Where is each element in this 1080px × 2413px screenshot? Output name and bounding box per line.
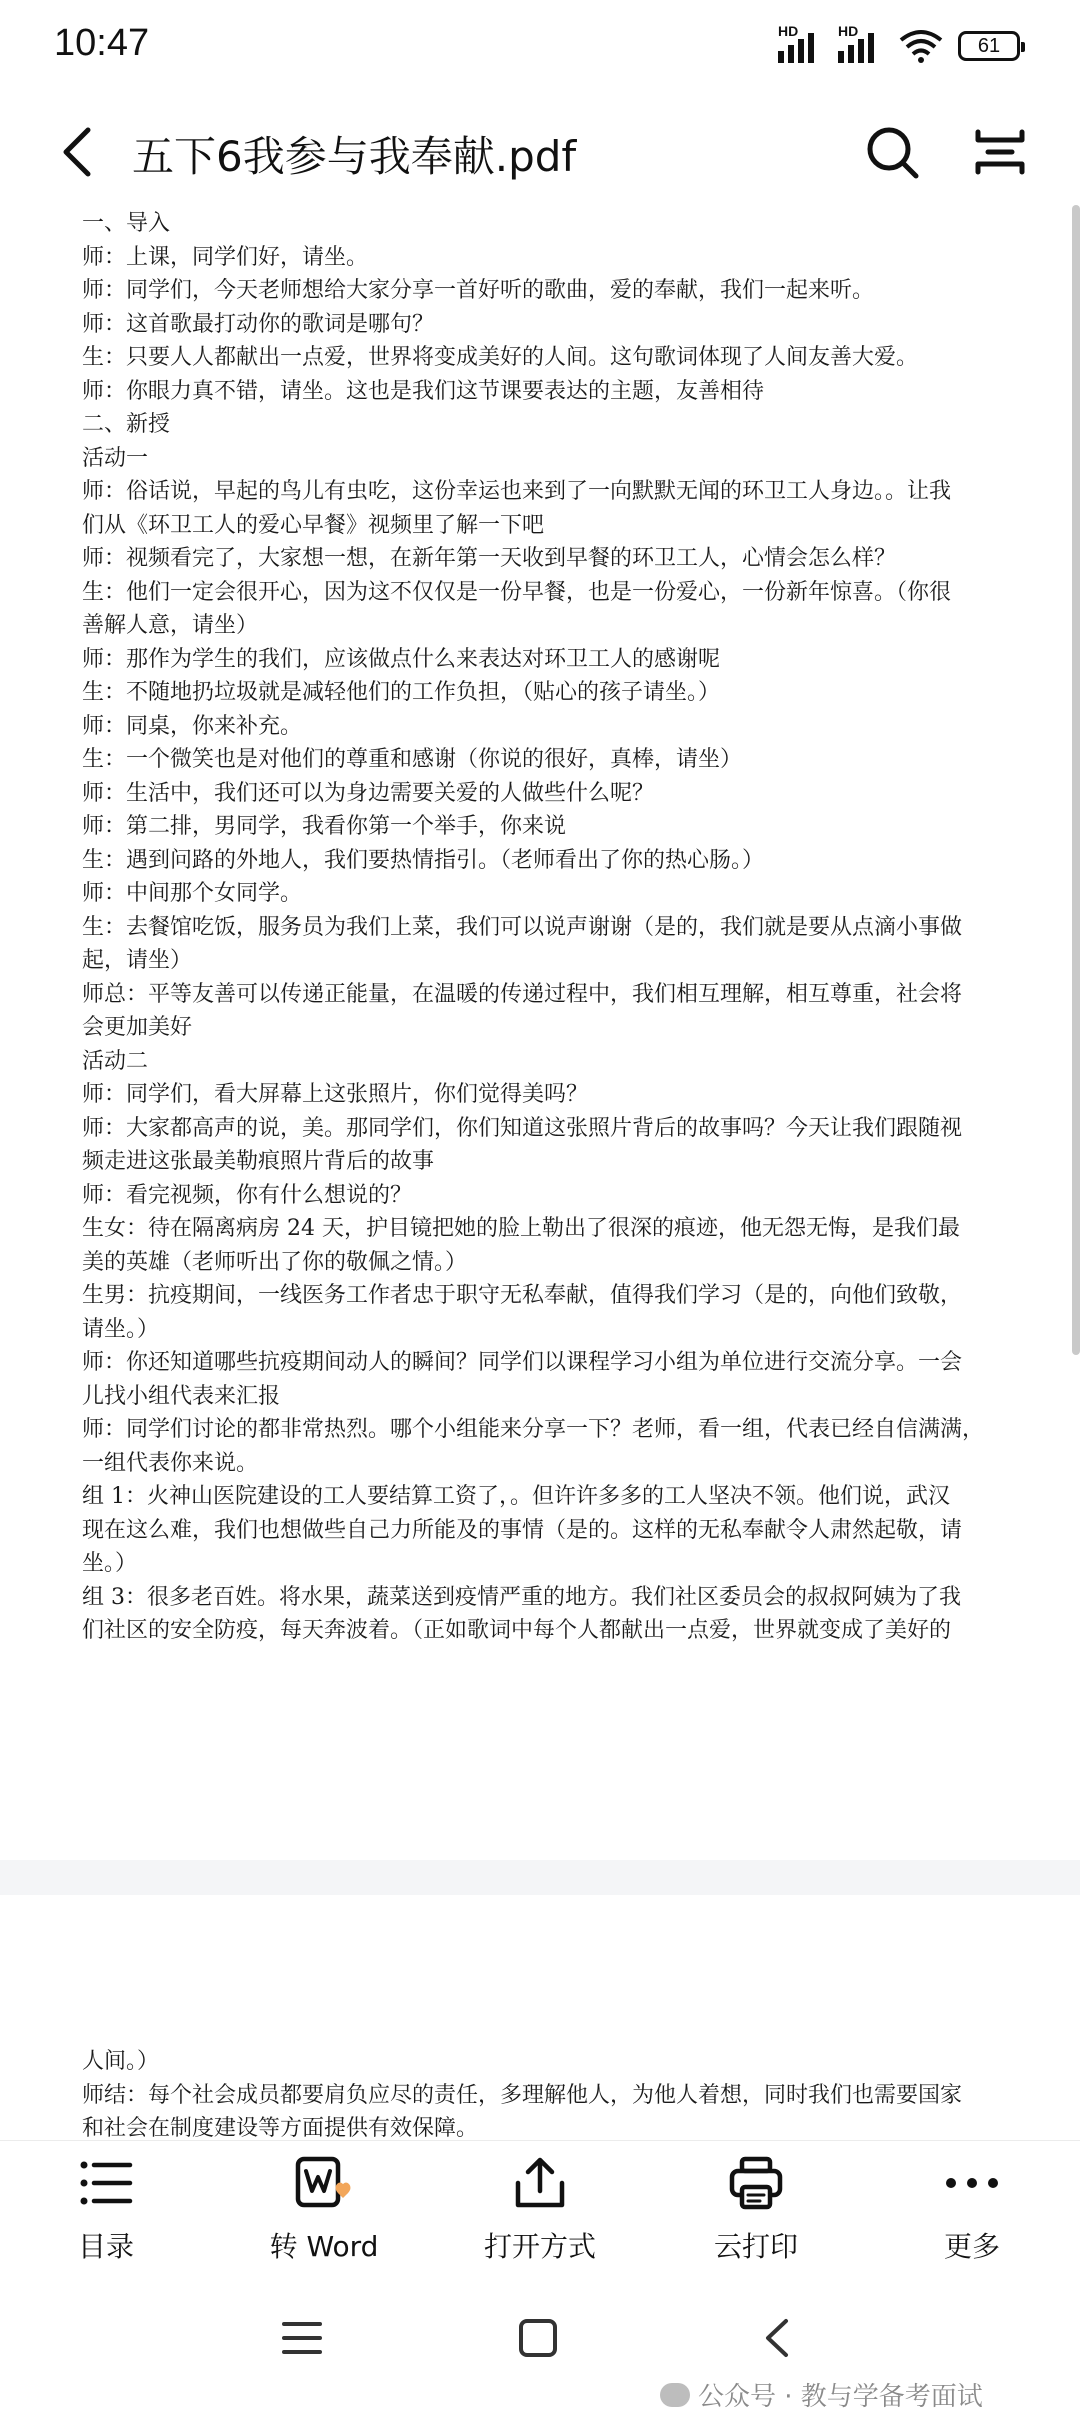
text-line: 师：同桌，你来补充。 bbox=[82, 713, 303, 739]
text-line: 师：你眼力真不错，请坐。这也是我们这节课要表达的主题，友善相待 bbox=[82, 378, 765, 404]
text-line: 善解人意，请坐） bbox=[82, 613, 259, 638]
text-line: 一、导入 bbox=[82, 211, 171, 236]
text-line: 师：俗话说，早起的鸟儿有虫吃，这份幸运也来到了一向默默无闻的环卫工人身边。。让我 bbox=[82, 479, 952, 504]
text-line: 生：不随地扔垃圾就是减轻他们的工作负担，（贴心的孩子请坐。） bbox=[82, 680, 721, 705]
cell-signal-icon: HD bbox=[778, 29, 824, 63]
watermark bbox=[660, 2376, 983, 2413]
convert-word-label: 转 Word bbox=[269, 2230, 379, 2263]
text-line: 起，请坐） bbox=[82, 948, 193, 973]
text-line: 生：遇到问路的外地人，我们要热情指引。（老师看出了你的热心肠。） bbox=[82, 847, 765, 873]
menu-icon[interactable] bbox=[280, 2318, 324, 2358]
open-with-label: 打开方式 bbox=[483, 2230, 596, 2263]
text-line: 师：上课，同学们好，请坐。 bbox=[82, 244, 369, 270]
text-line: 师：同学们讨论的都非常热烈。哪个小组能来分享一下？老师，看一组，代表已经自信满满， bbox=[82, 1417, 985, 1442]
cloud-print-label: 云打印 bbox=[713, 2230, 798, 2263]
text-line: 师：生活中，我们还可以为身边需要关爱的人做些什么呢？ bbox=[82, 780, 655, 806]
clock: 10:47 bbox=[54, 22, 150, 64]
text-line: 师：中间那个女同学。 bbox=[82, 881, 303, 906]
text-line: 二、新授 bbox=[82, 412, 171, 437]
battery-level: 61 bbox=[977, 34, 1001, 57]
page-text bbox=[82, 2045, 1007, 2140]
battery-icon bbox=[958, 31, 1020, 61]
more-icon bbox=[942, 2155, 1002, 2211]
text-line: 组 3：很多老百姓。将水果，蔬菜送到疫情严重的地方。我们社区委员会的叔叔阿姨为了我 bbox=[82, 1584, 961, 1610]
more-label: 更多 bbox=[943, 2230, 1000, 2263]
wechat-icon bbox=[660, 2383, 690, 2407]
word-convert-icon bbox=[294, 2155, 354, 2211]
text-line: 现在这么难，我们也想做些自己力所能及的事情（是的。这样的无私奉献令人肃然起敬，请 bbox=[82, 1517, 963, 1543]
convert-word-button[interactable] bbox=[234, 2155, 414, 2265]
text-line: 师：视频看完了，大家想一想，在新年第一天收到早餐的环卫工人，心情会怎么样？ bbox=[82, 546, 897, 571]
app-header bbox=[0, 100, 1080, 205]
chevron-left-icon[interactable] bbox=[52, 122, 112, 182]
text-line: 师：那作为学生的我们，应该做点什么来表达对环卫工人的感谢呢 bbox=[82, 646, 721, 672]
text-line: 师：这首歌最打动你的歌词是哪句？ bbox=[82, 311, 435, 337]
text-line: 频走进这张最美勒痕照片背后的故事 bbox=[82, 1149, 435, 1174]
text-line: 请坐。） bbox=[82, 1316, 160, 1342]
text-line: 组 1：火神山医院建设的工人要结算工资了，。但许许多多的工人坚决不领。他们说，武汉 bbox=[82, 1484, 950, 1509]
back-icon[interactable] bbox=[756, 2318, 800, 2358]
scrollbar[interactable] bbox=[1072, 205, 1080, 1355]
text-line: 儿找小组代表来汇报 bbox=[82, 1383, 281, 1409]
toc-label: 目录 bbox=[77, 2230, 134, 2263]
wifi-icon bbox=[898, 28, 944, 64]
document-title: 五下6我参与我奉献.pdf bbox=[132, 132, 577, 181]
expand-icon[interactable] bbox=[970, 122, 1030, 182]
status-bar bbox=[0, 0, 1080, 100]
text-line: 一组代表你来说。 bbox=[82, 1450, 259, 1476]
text-line: 人间。） bbox=[82, 2049, 160, 2074]
text-line: 坐。） bbox=[82, 1551, 138, 1576]
page-text bbox=[82, 207, 1007, 1648]
home-icon[interactable] bbox=[516, 2318, 560, 2358]
cell-signal-icon: HD bbox=[838, 29, 884, 63]
text-line: 师：第二排，男同学，我看你第一个举手，你来说 bbox=[82, 814, 567, 839]
text-line: 生：去餐馆吃饭，服务员为我们上菜，我们可以说声谢谢（是的，我们就是要从点滴小事做 bbox=[82, 914, 963, 940]
text-line: 师：同学们，今天老师想给大家分享一首好听的歌曲，爱的奉献，我们一起来听。 bbox=[82, 278, 875, 303]
text-line: 生女：待在隔离病房 24 天，护目镜把她的脸上勒出了很深的痕迹，他无怨无悔，是我们最 bbox=[82, 1216, 960, 1241]
text-line: 师结：每个社会成员都要肩负应尽的责任，多理解他人，为他人着想，同时我们也需要国家 bbox=[82, 2082, 963, 2108]
share-icon bbox=[510, 2155, 570, 2211]
text-line: 生：他们一定会很开心，因为这不仅仅是一份早餐，也是一份爱心，一份新年惊喜。（你很 bbox=[82, 579, 952, 605]
text-line: 生男：抗疫期间，一线医务工作者忠于职守无私奉献，值得我们学习（是的，向他们致敬， bbox=[82, 1283, 963, 1308]
text-line: 生：只要人人都献出一点爱，世界将变成美好的人间。这句歌词体现了人间友善大爱。 bbox=[82, 345, 919, 370]
text-line: 师：你还知道哪些抗疫期间动人的瞬间？同学们以课程学习小组为单位进行交流分享。一会 bbox=[82, 1350, 963, 1375]
pdf-page bbox=[0, 1895, 1080, 2140]
text-line: 师：看完视频，你有什么想说的？ bbox=[82, 1182, 413, 1208]
list-icon bbox=[76, 2155, 136, 2211]
text-line: 活动二 bbox=[82, 1048, 149, 1074]
status-icons bbox=[778, 23, 1020, 64]
more-button[interactable] bbox=[882, 2155, 1062, 2265]
cloud-print-button[interactable] bbox=[666, 2155, 846, 2265]
text-line: 和社会在制度建设等方面提供有效保障。 bbox=[82, 2116, 479, 2140]
open-with-button[interactable] bbox=[450, 2155, 630, 2265]
toc-button[interactable] bbox=[16, 2155, 196, 2265]
text-line: 们社区的安全防疫，每天奔波着。（正如歌词中每个人都献出一点爱，世界就变成了美好的 bbox=[82, 1618, 952, 1643]
text-line: 美的英雄（老师听出了你的敬佩之情。） bbox=[82, 1249, 468, 1275]
printer-icon bbox=[726, 2155, 786, 2211]
pdf-page bbox=[0, 205, 1080, 1860]
search-icon[interactable] bbox=[862, 122, 922, 182]
text-line: 生：一个微笑也是对他们的尊重和感谢（你说的很好，真棒，请坐） bbox=[82, 747, 743, 772]
bottom-toolbar bbox=[0, 2140, 1080, 2281]
watermark-text: 公众号 · 教与学备考面试 bbox=[698, 2382, 983, 2412]
text-line: 会更加美好 bbox=[82, 1015, 193, 1040]
text-line: 活动一 bbox=[82, 445, 149, 471]
text-line: 师总：平等友善可以传递正能量，在温暖的传递过程中，我们相互理解，相互尊重，社会将 bbox=[82, 981, 963, 1007]
text-line: 师：同学们，看大屏幕上这张照片，你们觉得美吗？ bbox=[82, 1082, 589, 1107]
text-line: 们从《环卫工人的爱心早餐》视频里了解一下吧 bbox=[82, 512, 545, 538]
text-line: 师：大家都高声的说，美。那同学们，你们知道这张照片背后的故事吗？今天让我们跟随视 bbox=[82, 1115, 963, 1141]
pdf-viewer[interactable] bbox=[0, 205, 1080, 2140]
